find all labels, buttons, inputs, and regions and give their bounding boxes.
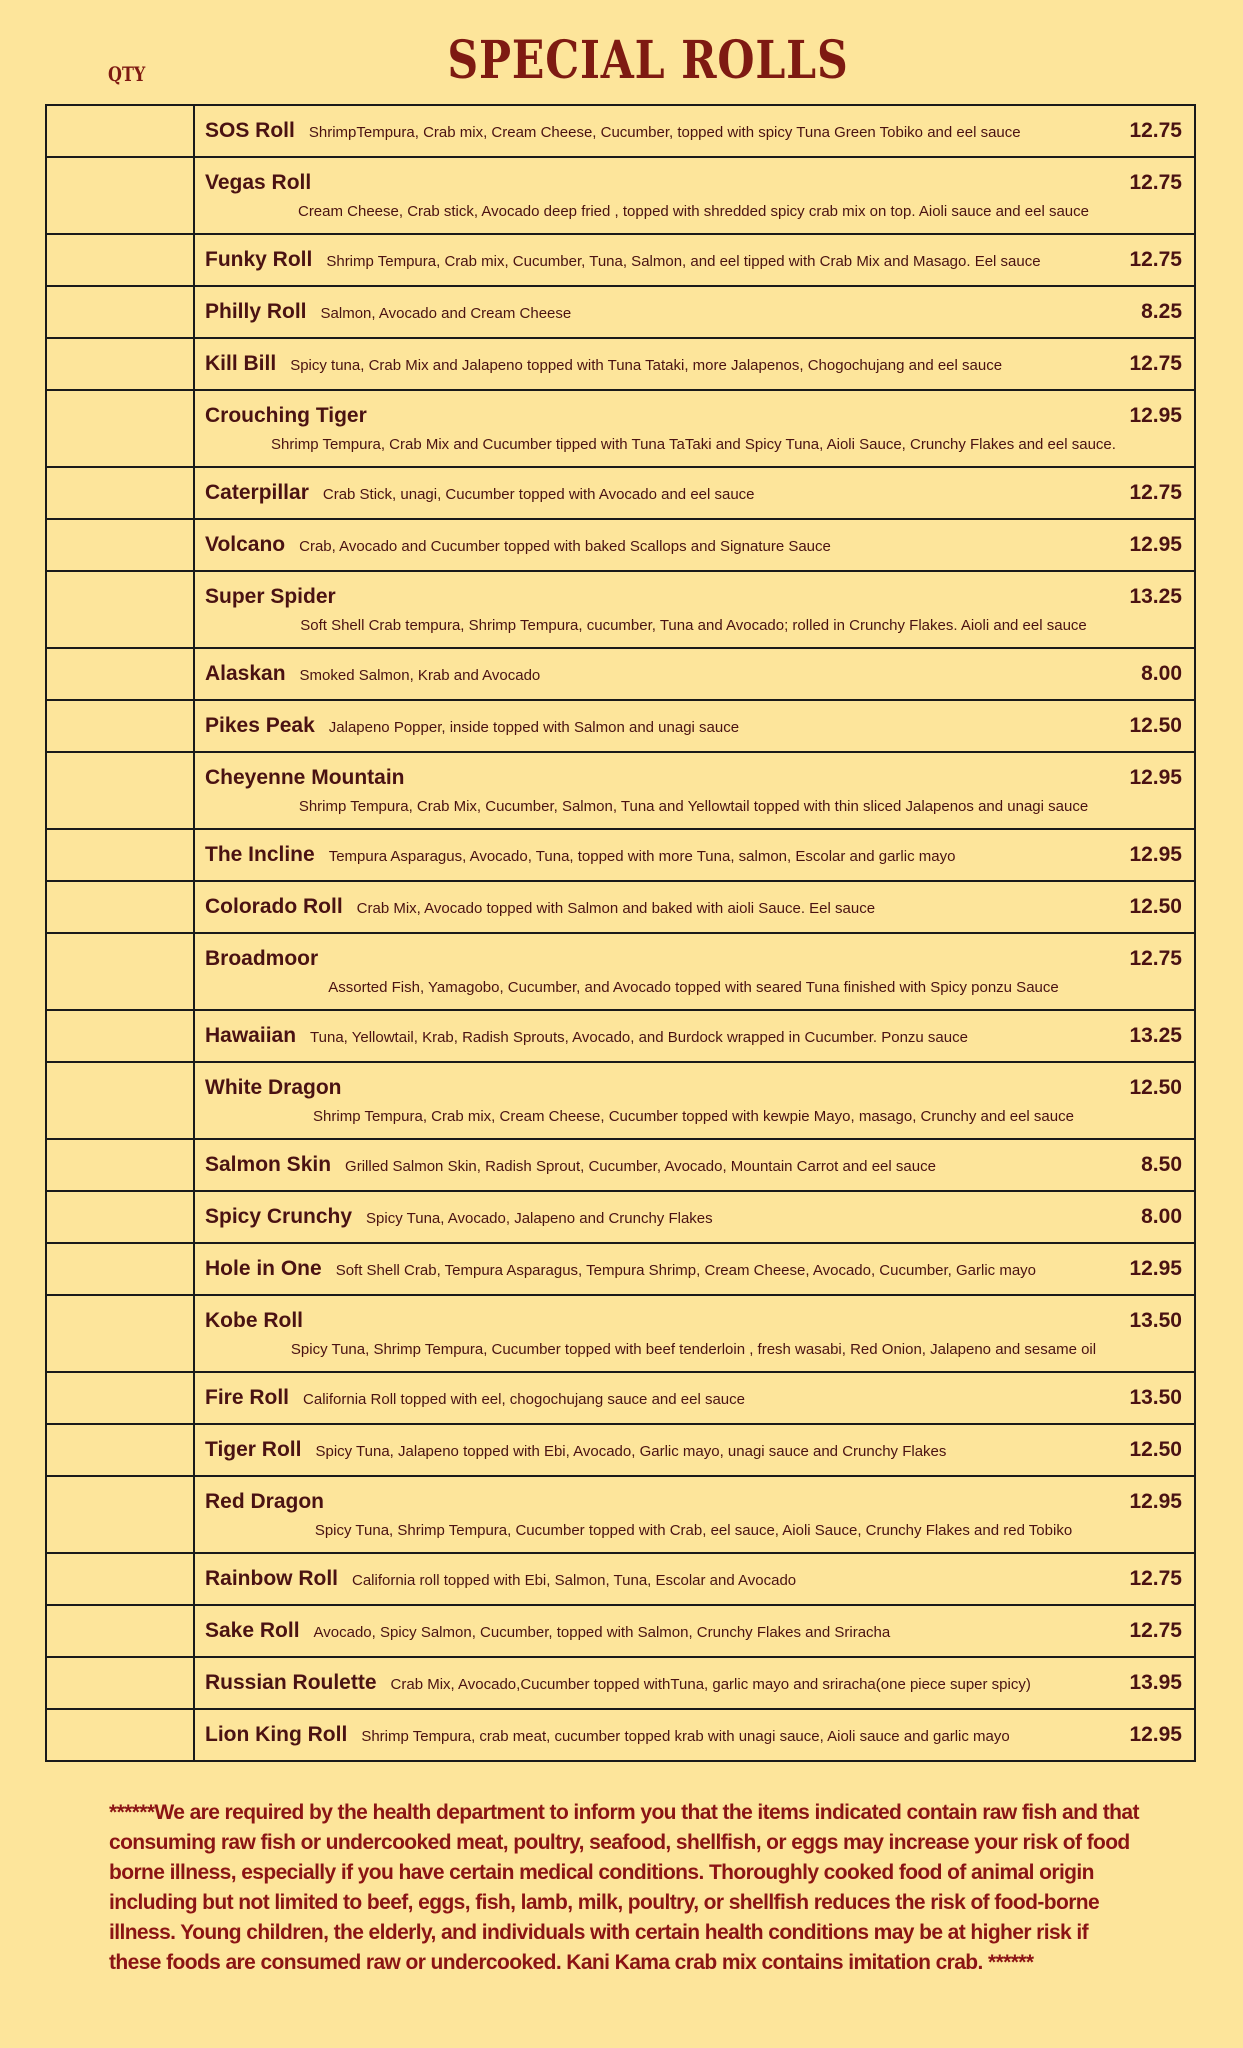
item-cell [194,881,1195,933]
item-price: 12.75 [1129,248,1182,271]
item-name: Volcano [205,533,286,556]
item-description: California Roll topped with eel, chogochujang sauce and eel sauce [303,1391,745,1408]
item-cell [194,1372,1195,1424]
item-description: Crab Stick, unagi, Cucumber topped with Avocado and eel sauce [322,486,755,503]
qty-cell[interactable] [46,338,194,390]
menu-row [46,519,1195,571]
item-description: Smoked Salmon, Krab and Avocado [299,667,541,684]
item-description: ShrimpTempura, Crab mix, Cream Cheese, Cucumber, topped with spicy Tuna Green Tobiko and eel sauce [308,124,1021,141]
menu-row [46,338,1195,390]
item-cell [194,234,1195,286]
item-name: Cheyenne Mountain [205,766,405,789]
menu-row [46,1139,1195,1191]
item-name: Red Dragon [205,1490,325,1513]
item-description: Jalapeno Popper, inside topped with Salmon and unagi sauce [328,719,740,736]
item-name: Tiger Roll [205,1438,302,1461]
qty-cell[interactable] [46,933,194,1010]
menu-row [46,1476,1195,1553]
qty-cell[interactable] [46,1139,194,1191]
item-name: Russian Roulette [205,1671,377,1694]
item-price: 8.00 [1141,662,1182,685]
item-description: Shrimp Tempura, crab meat, cucumber topped krab with unagi sauce, Aioli sauce and garlic mayo [361,1728,1010,1745]
item-description: California roll topped with Ebi, Salmon, Tuna, Escolar and Avocado [352,1572,797,1589]
item-cell [194,157,1195,234]
item-name: Philly Roll [205,300,307,323]
item-price: 12.95 [1129,766,1182,789]
item-cell [194,1010,1195,1062]
qty-cell[interactable] [46,1424,194,1476]
item-cell [194,1553,1195,1605]
item-price: 12.75 [1129,947,1182,970]
item-price: 12.75 [1129,352,1182,375]
qty-cell[interactable] [46,881,194,933]
item-price: 12.50 [1129,1438,1182,1461]
item-price: 12.50 [1129,895,1182,918]
item-name: Lion King Roll [205,1723,348,1746]
menu-row [46,1243,1195,1295]
item-name: Hawaiian [205,1024,297,1047]
qty-cell[interactable] [46,157,194,234]
menu-row [46,105,1195,157]
item-cell [194,1295,1195,1372]
item-name: Salmon Skin [205,1153,332,1176]
qty-cell[interactable] [46,829,194,881]
item-description: Grilled Salmon Skin, Radish Sprout, Cucumber, Avocado, Mountain Carrot and eel sauce [345,1158,936,1175]
menu-row [46,1062,1195,1139]
item-price: 12.50 [1129,714,1182,737]
menu-row [46,571,1195,648]
qty-cell[interactable] [46,1191,194,1243]
item-price: 13.50 [1129,1386,1182,1409]
menu-row [46,467,1195,519]
qty-cell[interactable] [46,648,194,700]
item-description: Assorted Fish, Yamagobo, Cucumber, and Avocado topped with seared Tuna finished with Spicy ponzu Sauce [328,979,1059,996]
item-cell [194,1605,1195,1657]
item-price: 12.95 [1129,843,1182,866]
item-name: Pikes Peak [205,714,315,737]
qty-cell[interactable] [46,1709,194,1761]
item-description: Spicy tuna, Crab Mix and Jalapeno topped with Tuna Tataki, more Jalapenos, Chogochujang and eel sauce [290,357,1003,374]
item-description: Shrimp Tempura, Crab Mix, Cucumber, Salmon, Tuna and Yellowtail topped with thin sliced Jalapenos and unagi sauce [298,798,1089,815]
qty-cell[interactable] [46,1605,194,1657]
item-description: Spicy Tuna, Jalapeno topped with Ebi, Avocado, Garlic mayo, unagi sauce and Crunchy Flakes [315,1443,947,1460]
item-cell [194,1139,1195,1191]
menu-table [45,104,1196,1762]
item-price: 12.75 [1129,119,1182,142]
qty-cell[interactable] [46,1657,194,1709]
item-cell [194,1476,1195,1553]
item-name: Sake Roll [205,1619,300,1642]
item-name: Funky Roll [205,248,313,271]
menu-row [46,700,1195,752]
qty-cell[interactable] [46,700,194,752]
menu-row [46,648,1195,700]
qty-column-label: QTY [108,62,146,86]
menu-row [46,829,1195,881]
menu-row [46,1372,1195,1424]
item-name: Colorado Roll [205,895,343,918]
qty-cell[interactable] [46,234,194,286]
item-price: 12.95 [1129,1723,1182,1746]
item-price: 13.25 [1129,585,1182,608]
item-cell [194,1424,1195,1476]
item-cell [194,286,1195,338]
menu-row [46,234,1195,286]
item-name: Crouching Tiger [205,404,367,427]
item-description: Salmon, Avocado and Cream Cheese [320,305,572,322]
item-cell [194,105,1195,157]
item-name: Kill Bill [205,352,277,375]
item-price: 12.50 [1129,1076,1182,1099]
item-price: 12.75 [1129,1567,1182,1590]
item-price: 12.95 [1129,1490,1182,1513]
item-price: 12.75 [1129,1619,1182,1642]
item-name: Caterpillar [205,481,309,504]
menu-row [46,1605,1195,1657]
item-cell [194,1709,1195,1761]
item-name: Rainbow Roll [205,1567,338,1590]
item-cell [194,390,1195,467]
qty-cell[interactable] [46,467,194,519]
item-description: Crab Mix, Avocado,Cucumber topped withTuna, garlic mayo and sriracha(one piece super spicy) [390,1676,1031,1693]
item-price: 8.25 [1141,300,1182,323]
item-price: 12.75 [1129,171,1182,194]
item-price: 12.95 [1129,1257,1182,1280]
item-cell [194,1191,1195,1243]
item-description: Spicy Tuna, Avocado, Jalapeno and Crunchy Flakes [366,1210,713,1227]
health-disclaimer: ******We are required by the health department to inform you that the items indicated contain raw fish and that consuming raw fish or undercooked meat, poultry, seafood, shellfish, or eggs may increase your risk of food borne illness, especially if you have certain medical conditions. Thoroughly cooked food of animal origin including but not limited to beef, eggs, fish, lamb, milk, poultry, or shellfish reduces the risk of food-borne illness. Young children, the elderly, and individuals with certain health conditions may be at higher risk if these foods are consumed raw or undercooked. Kani Kama crab mix contains imitation crab. ****** [109,1801,1139,1974]
item-description: Tempura Asparagus, Avocado, Tuna, topped with more Tuna, salmon, Escolar and garlic mayo [328,848,956,865]
item-name: SOS Roll [205,119,295,142]
item-description: Soft Shell Crab, Tempura Asparagus, Tempura Shrimp, Cream Cheese, Avocado, Cucumber, Garlic mayo [335,1262,1037,1279]
item-description: Tuna, Yellowtail, Krab, Radish Sprouts, Avocado, and Burdock wrapped in Cucumber. Ponzu sauce [310,1029,968,1046]
menu-row [46,390,1195,467]
item-price: 13.95 [1129,1671,1182,1694]
item-name: The Incline [205,843,315,866]
menu-row [46,286,1195,338]
item-name: Hole in One [205,1257,322,1280]
menu-row [46,933,1195,1010]
qty-cell[interactable] [46,1062,194,1139]
item-price: 12.95 [1129,533,1182,556]
item-price: 12.75 [1129,481,1182,504]
item-name: Spicy Crunchy [205,1205,353,1228]
item-cell [194,829,1195,881]
item-cell [194,1657,1195,1709]
item-cell [194,648,1195,700]
item-cell [194,467,1195,519]
qty-cell[interactable] [46,105,194,157]
qty-cell[interactable] [46,752,194,829]
item-cell [194,1243,1195,1295]
item-name: Kobe Roll [205,1309,303,1332]
item-description: Crab, Avocado and Cucumber topped with baked Scallops and Signature Sauce [299,538,831,555]
item-description: Avocado, Spicy Salmon, Cucumber, topped with Salmon, Crunchy Flakes and Sriracha [313,1624,891,1641]
item-description: Cream Cheese, Crab stick, Avocado deep fried , topped with shredded spicy crab mix on top. Aioli sauce and eel sauce [297,203,1089,220]
item-cell [194,700,1195,752]
menu-row [46,1709,1195,1761]
menu-row [46,752,1195,829]
item-cell [194,752,1195,829]
menu-row [46,881,1195,933]
qty-cell[interactable] [46,1010,194,1062]
item-price: 13.50 [1129,1309,1182,1332]
item-cell [194,571,1195,648]
qty-cell[interactable] [46,519,194,571]
item-description: Shrimp Tempura, Crab mix, Cucumber, Tuna, Salmon, and eel tipped with Crab Mix and Masago. Eel sauce [326,253,1041,270]
menu-row [46,1553,1195,1605]
menu-row [46,1191,1195,1243]
item-name: Broadmoor [205,947,319,970]
item-name: Vegas Roll [205,171,312,194]
item-description: Spicy Tuna, Shrimp Tempura, Cucumber topped with Crab, eel sauce, Aioli Sauce, Crunchy Flakes and red Tobiko [314,1522,1073,1539]
item-price: 12.95 [1129,404,1182,427]
menu-row [46,157,1195,234]
item-price: 8.50 [1141,1153,1182,1176]
item-cell [194,1062,1195,1139]
item-name: White Dragon [205,1076,342,1099]
qty-cell[interactable] [46,1476,194,1553]
qty-cell[interactable] [46,1553,194,1605]
qty-cell[interactable] [46,1372,194,1424]
page-title: SPECIAL ROLLS [447,30,849,91]
item-name: Super Spider [205,585,336,608]
qty-cell[interactable] [46,286,194,338]
menu-row [46,1657,1195,1709]
item-name: Alaskan [205,662,286,685]
item-cell [194,933,1195,1010]
item-description: Crab Mix, Avocado topped with Salmon and baked with aioli Sauce. Eel sauce [356,900,876,917]
item-name: Fire Roll [205,1386,290,1409]
menu-row [46,1010,1195,1062]
qty-cell[interactable] [46,390,194,467]
item-price: 13.25 [1129,1024,1182,1047]
qty-cell[interactable] [46,571,194,648]
qty-cell[interactable] [46,1295,194,1372]
qty-cell[interactable] [46,1243,194,1295]
item-description: Soft Shell Crab tempura, Shrimp Tempura, cucumber, Tuna and Avocado; rolled in Crunchy Flakes. Aioli and eel sauce [300,617,1087,634]
menu-row [46,1424,1195,1476]
item-description: Shrimp Tempura, Crab mix, Cream Cheese, Cucumber topped with kewpie Mayo, masago, Crunchy and eel sauce [313,1108,1074,1125]
item-description: Shrimp Tempura, Crab Mix and Cucumber tipped with Tuna TaTaki and Spicy Tuna, Aioli Sauce, Crunchy Flakes and eel sauce. [271,436,1116,453]
item-cell [194,338,1195,390]
item-description: Spicy Tuna, Shrimp Tempura, Cucumber topped with beef tenderloin , fresh wasabi, Red Onion, Jalapeno and sesame oil [290,1341,1097,1358]
menu-row [46,1295,1195,1372]
item-cell [194,519,1195,571]
item-price: 8.00 [1141,1205,1182,1228]
